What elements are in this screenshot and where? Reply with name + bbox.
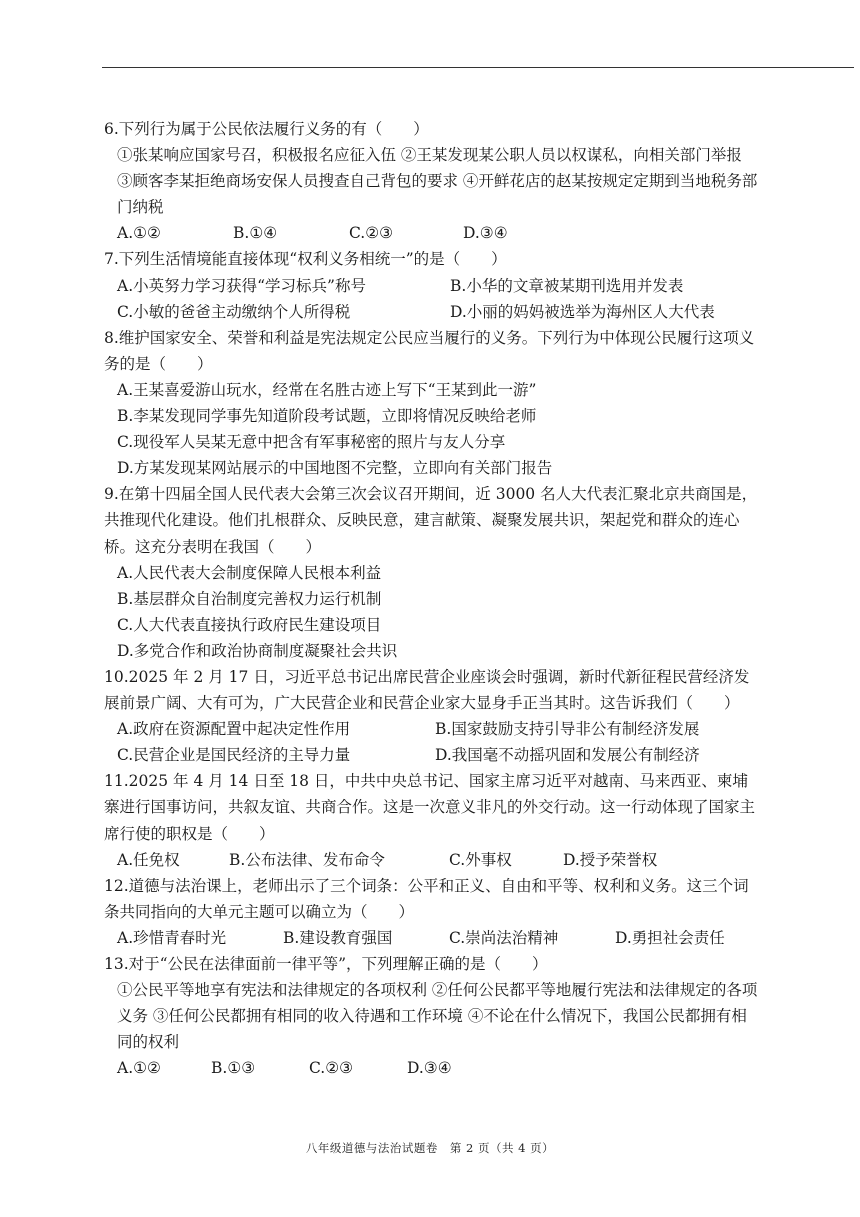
options-column	[104, 377, 759, 481]
option-b[interactable]: B.基层群众自治制度完善权力运行机制	[117, 589, 382, 608]
question-7	[104, 246, 759, 324]
option-d[interactable]: D.小丽的妈妈被选举为海州区人大代表	[450, 302, 715, 321]
option-d[interactable]: D.③④	[407, 1059, 452, 1078]
options-row	[104, 273, 759, 299]
option-b[interactable]: B.①③	[211, 1059, 256, 1078]
option-a[interactable]: A.人民代表大会制度保障人民根本利益	[117, 563, 382, 582]
question-9	[104, 481, 759, 664]
question-stem: 11.2025 年 4 月 14 日至 18 日，中共中央总书记、国家主席习近平对越南、马来西亚、柬埔寨进行国事访问，共叙友谊、共商合作。这是一次意义非凡的外交行动。这一行动体现了国家主席行使的职权是（ ）	[104, 772, 756, 843]
question-statements: ①张某响应国家号召，积极报名应征入伍 ②王某发现某公职人员以权谋私，向相关部门举报 ③顾客李某拒绝商场安保人员搜查自己背包的要求 ④开鲜花店的赵某按规定定期到当地税务部门纳税	[117, 146, 758, 217]
question-6	[104, 116, 759, 246]
option-a[interactable]: A.任免权	[117, 850, 180, 869]
option-b[interactable]: B.①④	[233, 224, 278, 243]
options-row	[104, 1055, 759, 1081]
option-d[interactable]: D.方某发现某网站展示的中国地图不完整，立即向有关部门报告	[117, 459, 553, 478]
options-column	[104, 560, 759, 664]
option-d[interactable]: D.授予荣誉权	[563, 850, 658, 869]
option-d[interactable]: D.多党合作和政治协商制度凝聚社会共识	[117, 641, 398, 660]
option-b[interactable]: B.国家鼓励支持引导非公有制经济发展	[435, 720, 700, 739]
options-row	[104, 742, 759, 768]
question-stem: 8.维护国家安全、荣誉和利益是宪法规定公民应当履行的义务。下列行为中体现公民履行这项义务的是（ ）	[104, 328, 755, 373]
question-list	[104, 116, 759, 1081]
option-c[interactable]: C.现役军人吴某无意中把含有军事秘密的照片与友人分享	[117, 433, 506, 452]
option-d[interactable]: D.③④	[463, 224, 508, 243]
option-d[interactable]: D.勇担社会责任	[615, 928, 725, 947]
question-13	[104, 951, 759, 1081]
option-d[interactable]: D.我国毫不动摇巩固和发展公有制经济	[435, 746, 700, 765]
options-row	[104, 716, 759, 742]
question-stem: 10.2025 年 2 月 17 日，习近平总书记出席民营企业座谈会时强调，新时代新征程民营经济发展前景广阔、大有可为，广大民营企业和民营企业家大显身手正当其时。这告诉我们（ ）	[104, 667, 750, 713]
option-a[interactable]: A.珍惜青春时光	[117, 928, 227, 947]
option-a[interactable]: A.政府在资源配置中起决定性作用	[117, 720, 351, 739]
header-rule	[102, 67, 854, 68]
question-statements: ①公民平等地享有宪法和法律规定的各项权利 ②任何公民都平等地履行宪法和法律规定的各项义务 ③任何公民都拥有相同的收入待遇和工作环境 ④不论在什么情况下，我国公民都拥有相同的权利	[117, 981, 758, 1052]
question-12	[104, 873, 759, 951]
question-stem: 9.在第十四届全国人民代表大会第三次会议召开期间，近 3000 名人大代表汇聚北京共商国是，共推现代化建设。他们扎根群众、反映民意，建言献策、凝聚发展共识，架起党和群众的连心桥。这充分表明在我国（ ）	[104, 485, 758, 556]
option-b[interactable]: B.公布法律、发布命令	[229, 850, 385, 869]
options-row	[104, 925, 759, 951]
option-c[interactable]: C.人大代表直接执行政府民生建设项目	[117, 615, 382, 634]
option-b[interactable]: B.小华的文章被某期刊选用并发表	[450, 276, 684, 295]
question-stem: 6.下列行为属于公民依法履行义务的有（ ）	[104, 120, 429, 138]
options-row	[104, 299, 759, 325]
question-11	[104, 768, 759, 872]
options-row	[104, 847, 759, 873]
question-stem: 13.对于“公民在法律面前一律平等”，下列理解正确的是（ ）	[104, 955, 548, 973]
option-c[interactable]: C.外事权	[449, 850, 512, 869]
question-8	[104, 325, 759, 482]
option-a[interactable]: A.小英努力学习获得“学习标兵”称号	[117, 276, 366, 295]
option-b[interactable]: B.建设教育强国	[283, 928, 393, 947]
question-stem: 7.下列生活情境能直接体现“权利义务相统一”的是（ ）	[104, 250, 507, 269]
option-c[interactable]: C.民营企业是国民经济的主导力量	[117, 746, 351, 765]
page-footer: 八年级道德与法治试题卷 第 2 页（共 4 页）	[305, 1141, 555, 1155]
question-stem: 12.道德与法治课上，老师出示了三个词条：公平和正义、自由和平等、权利和义务。这三个词条共同指向的大单元主题可以确立为（ ）	[104, 876, 749, 921]
option-a[interactable]: A.①②	[117, 1059, 161, 1078]
option-c[interactable]: C.小敏的爸爸主动缴纳个人所得税	[117, 302, 351, 321]
option-c[interactable]: C.崇尚法治精神	[449, 928, 559, 947]
option-a[interactable]: A.王某喜爱游山玩水，经常在名胜古迹上写下“王某到此一游”	[117, 380, 537, 399]
options-row	[104, 220, 759, 246]
option-c[interactable]: C.②③	[349, 224, 394, 243]
option-a[interactable]: A.①②	[117, 224, 161, 243]
option-c[interactable]: C.②③	[309, 1059, 354, 1078]
option-b[interactable]: B.李某发现同学事先知道阶段考试题，立即将情况反映给老师	[117, 407, 537, 426]
question-10	[104, 664, 759, 768]
